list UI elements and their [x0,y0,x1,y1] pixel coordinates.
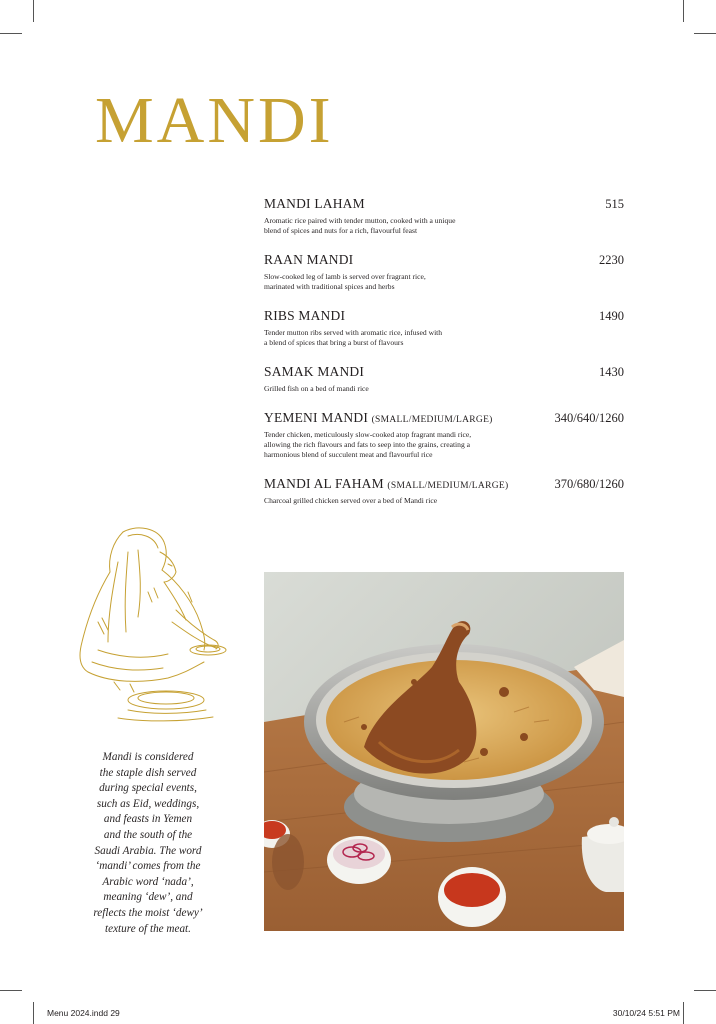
crop-mark [0,33,22,34]
item-description: Charcoal grilled chicken served over a bed of Mandi rice [264,496,438,505]
item-description: Slow-cooked leg of lamb is served over fragrant rice, marinated with traditional spices and herbs [264,272,426,291]
item-name: MANDI LAHAM [264,196,365,211]
item-price: 370/680/1260 [554,477,624,491]
menu-list [264,196,624,522]
page-title: MANDI [95,84,334,157]
item-size: (SMALL/MEDIUM/LARGE) [371,415,493,425]
menu-item [264,364,624,394]
item-description: Grilled fish on a bed of mandi rice [264,384,369,393]
item-name: SAMAK MANDI [264,364,365,379]
menu-item [264,196,624,236]
item-description: Tender chicken, meticulously slow-cooked atop fragrant mandi rice, allowing the rich flavours and fats to seep into the grains, creating a harmonious blend of succulent meat and flavourful rice [264,430,472,459]
menu-item [264,476,624,506]
item-name: RIBS MANDI [264,308,346,323]
item-name: MANDI AL FAHAM (SMALL/MEDIUM/LARGE) [264,476,509,491]
crop-mark [683,0,684,22]
crop-mark [33,1002,34,1024]
item-name: YEMENI MANDI (SMALL/MEDIUM/LARGE) [264,410,493,425]
item-price: 340/640/1260 [554,411,624,425]
footer-timestamp: 30/10/24 5:51 PM [612,1008,680,1018]
item-size: (SMALL/MEDIUM/LARGE) [387,481,509,491]
item-price: 1430 [599,365,624,379]
item-description: Tender mutton ribs served with aromatic rice, infused with a blend of spices that bring a burst of flavours [264,328,443,347]
menu-item [264,252,624,292]
item-description: Aromatic rice paired with tender mutton, cooked with a unique blend of spices and nuts for a rich, flavourful feast [264,216,456,235]
mandi-platter-photo [264,572,624,931]
woman-cooking-line-drawing-icon [68,522,228,727]
item-name: RAAN MANDI [264,252,354,267]
footer-file-info: Menu 2024.indd 29 [47,1008,120,1018]
item-price: 515 [605,197,624,211]
crop-mark [683,1002,684,1024]
crop-mark [694,33,716,34]
item-price: 1490 [599,309,624,323]
item-price: 2230 [599,253,624,267]
menu-item [264,308,624,348]
menu-item [264,410,624,460]
crop-mark [0,990,22,991]
crop-mark [694,990,716,991]
mandi-quote: Mandi is considered the staple dish served during special events, such as Eid, weddings, and feasts in Yemen and the south of the Saudi Arabia. The word ‘mandi’ comes from the Arabic word ‘nada’, meaning ‘dew’, and reflects the moist ‘dewy’ texture of the meat. [93,751,203,935]
crop-mark [33,0,34,22]
